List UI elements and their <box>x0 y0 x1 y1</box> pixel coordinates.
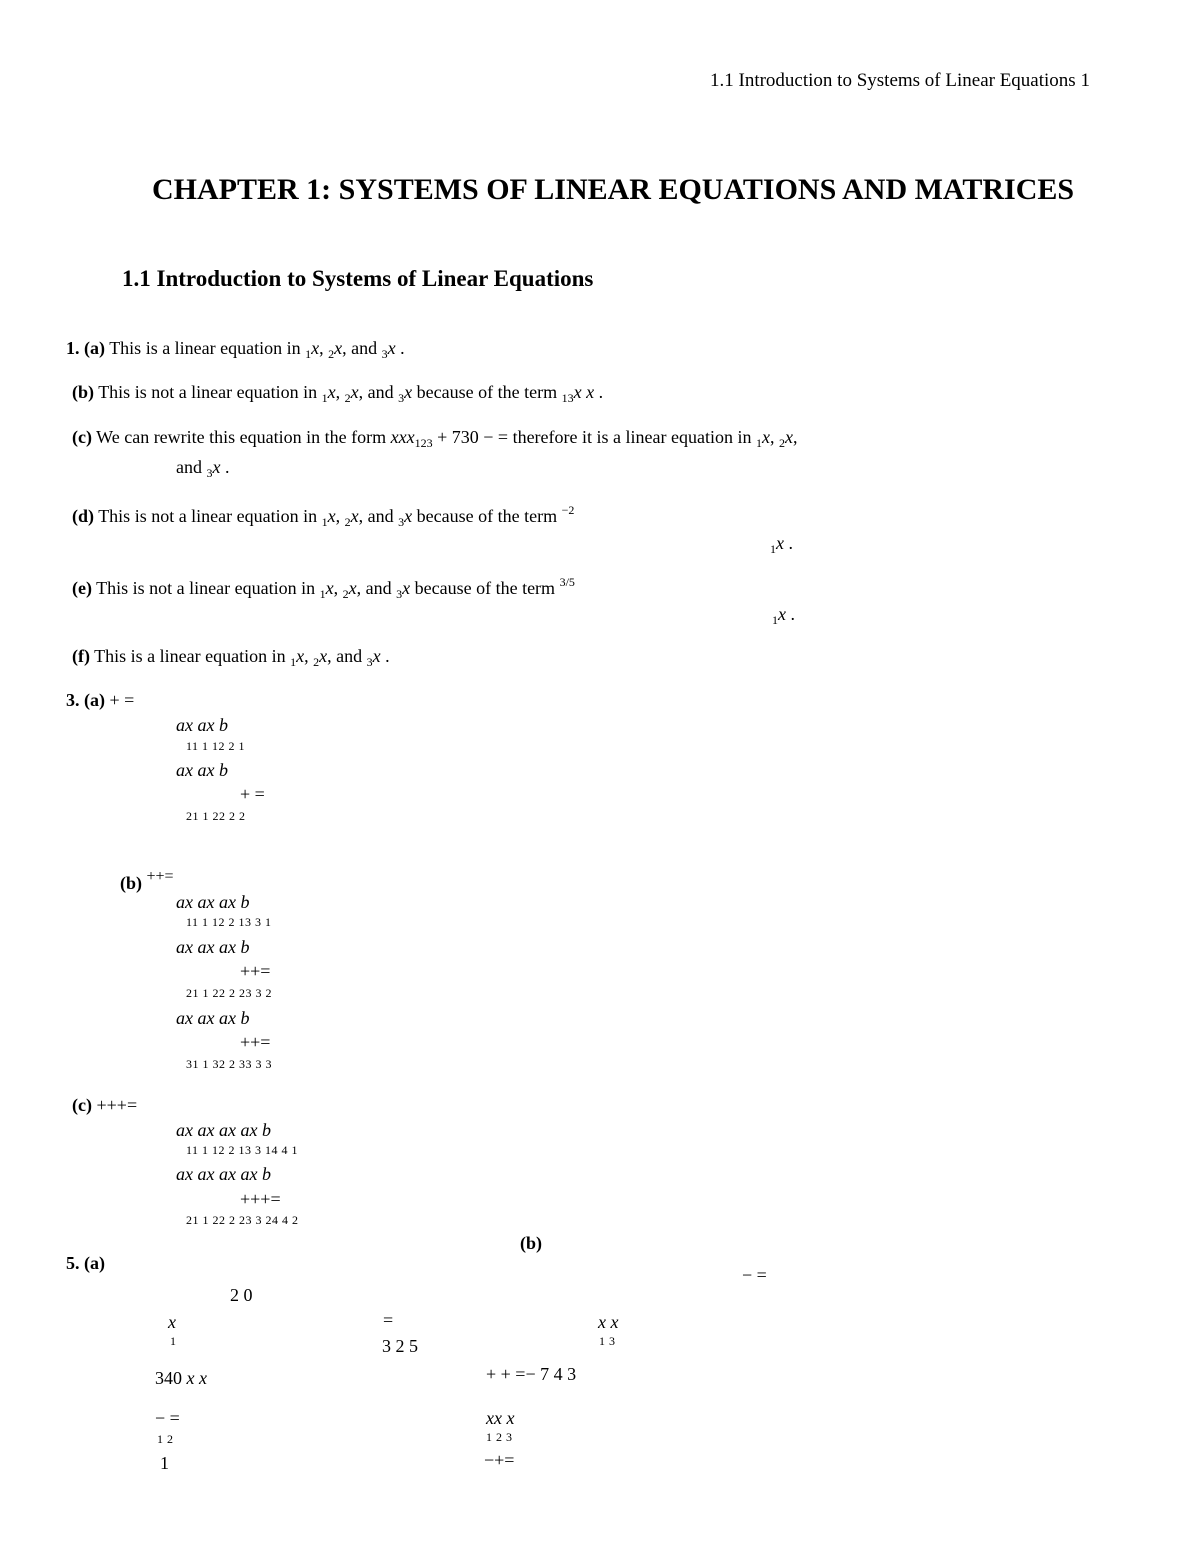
subscript: 1 <box>755 436 762 450</box>
subscript: 1 <box>772 613 778 627</box>
ex1-c-cont <box>176 457 230 481</box>
because-text: because of the term <box>414 578 556 598</box>
ex5-a-mineq: − = <box>155 1408 180 1428</box>
ex5-b-end: −+= <box>484 1450 515 1470</box>
ex3-b-ops2: ++= <box>240 961 271 981</box>
ex3-c-subs2: 21 1 22 2 23 3 24 4 2 <box>186 1213 299 1227</box>
comma: , <box>769 427 775 447</box>
subscript: 3 <box>398 391 405 405</box>
subscript: 3 <box>206 466 213 480</box>
ex3-c-subs1: 11 1 12 2 13 3 14 4 1 <box>186 1143 299 1157</box>
ex1-d-text: This is not a linear equation in <box>98 506 318 526</box>
var: x <box>761 427 770 447</box>
part-label: (a) <box>84 1253 105 1273</box>
comma: , <box>327 646 332 666</box>
ex1-d-term <box>770 533 793 557</box>
exercise-number: 5. <box>66 1253 80 1273</box>
var: x <box>325 578 334 598</box>
and-word: and <box>336 646 363 666</box>
ex3-c-ops2: +++= <box>240 1189 281 1209</box>
ex5-a-x-sub: 1 <box>170 1334 177 1348</box>
ex1-c <box>72 427 797 451</box>
period: . <box>788 533 793 553</box>
ex5-b-xx: x x <box>598 1312 619 1332</box>
part-label: (d) <box>72 506 94 526</box>
part-label: (c) <box>72 1095 92 1115</box>
subscript: 3 <box>396 587 403 601</box>
var: x <box>372 646 381 666</box>
ex3-b-ops3: ++= <box>240 1032 271 1052</box>
and-word: and <box>176 457 202 477</box>
period: . <box>790 604 795 624</box>
ex3-c-line2: ax ax ax ax b <box>176 1164 271 1184</box>
exponent: 3/5 <box>559 575 575 589</box>
ex3-a-subs1: 11 1 12 2 1 <box>186 739 246 753</box>
ex5-a-eq: = <box>383 1310 394 1330</box>
part-label: (a) <box>84 690 105 710</box>
ex1-a-text: This is a linear equation in <box>109 338 301 358</box>
vars: x x <box>186 1368 207 1388</box>
ex1-a <box>66 338 405 362</box>
period: . <box>598 382 604 402</box>
comma: , <box>304 646 309 666</box>
period: . <box>225 457 230 477</box>
ex1-c-text: We can rewrite this equation in the form <box>96 427 387 447</box>
period: . <box>400 338 405 358</box>
exponent: −2 <box>561 503 575 517</box>
var: x <box>327 382 336 402</box>
subscript: 2 <box>778 436 785 450</box>
ex5-b-ops: − = <box>742 1265 767 1285</box>
exercise-number: 1. <box>66 338 80 358</box>
ex3-c-line1: ax ax ax ax b <box>176 1120 271 1140</box>
var: x <box>776 533 784 553</box>
and-word: and <box>367 506 394 526</box>
ex3-b-subs2: 21 1 22 2 23 3 2 <box>186 986 272 1000</box>
var: x <box>387 338 396 358</box>
subscript: 2 <box>313 655 320 669</box>
part-label: (c) <box>72 427 92 447</box>
ex1-b-text: This is not a linear equation in <box>98 382 318 402</box>
operators: + = <box>109 690 135 710</box>
subscript: 1 <box>290 655 297 669</box>
ex1-e <box>72 575 575 602</box>
ex5-a-one: 1 <box>160 1453 169 1473</box>
comma: , <box>342 338 347 358</box>
ex3-b-line1: ax ax ax b <box>176 892 250 912</box>
subscript: 3 <box>366 655 373 669</box>
part-label: (b) <box>120 873 142 893</box>
ex5-b-sub123: 1 2 3 <box>486 1430 513 1444</box>
var: x <box>319 646 328 666</box>
ex3-c-head <box>72 1095 137 1116</box>
ex5-a-top: 2 0 <box>230 1285 253 1305</box>
part-label: (a) <box>84 338 105 358</box>
and-word: and <box>365 578 392 598</box>
ex5-a-325: 3 2 5 <box>382 1336 418 1356</box>
subscript: 1 <box>305 347 312 361</box>
ex3-b-subs1: 11 1 12 2 13 3 1 <box>186 915 272 929</box>
ex1-d <box>72 503 574 530</box>
period: . <box>385 646 390 666</box>
ex3-b-head <box>120 868 174 894</box>
section-title: 1.1 Introduction to Systems of Linear Equations <box>122 266 594 291</box>
subscript: 13 <box>561 391 574 405</box>
ex3-a-line1: ax ax b <box>176 715 228 735</box>
exercise-number: 3. <box>66 690 80 710</box>
var: xxx <box>390 427 415 447</box>
var: x <box>350 506 359 526</box>
operators: ++= <box>146 868 174 885</box>
var: x <box>778 604 786 624</box>
comma: , <box>335 382 341 402</box>
ex1-f-text: This is a linear equation in <box>94 646 286 666</box>
ex5-b-line: + + =− 7 4 3 <box>486 1364 577 1384</box>
ex5-b-xxx: xx x <box>486 1408 515 1428</box>
ex5-a-sub12: 1 2 <box>157 1432 174 1446</box>
subscript: 2 <box>344 515 351 529</box>
ex5-b-label: (b) <box>520 1233 542 1253</box>
ex3-a-head <box>66 690 134 711</box>
ex5-b-sub13: 1 3 <box>599 1334 616 1348</box>
ex1-f <box>72 646 390 670</box>
subscript: 3 <box>381 347 388 361</box>
comma: , <box>335 506 341 526</box>
subscript: 3 <box>398 515 405 529</box>
var: x <box>402 578 411 598</box>
therefore-text: therefore it is a linear equation in <box>512 427 752 447</box>
var: x <box>404 382 413 402</box>
ex1-e-text: This is not a linear equation in <box>96 578 316 598</box>
operators: +++= <box>96 1095 138 1115</box>
ex3-b-subs3: 31 1 32 2 33 3 3 <box>186 1057 272 1071</box>
comma: , <box>358 382 364 402</box>
ex3-b-line2: ax ax ax b <box>176 937 250 957</box>
subscript: 1 <box>319 587 326 601</box>
part-label: (e) <box>72 578 92 598</box>
ex1-e-term <box>772 604 795 628</box>
because-text: because of the term <box>416 382 558 402</box>
running-header: 1.1 Introduction to Systems of Linear Equations 1 <box>710 70 1090 91</box>
var: x <box>404 506 413 526</box>
term: x x <box>573 382 595 402</box>
ex3-a-subs2: 21 1 22 2 2 <box>186 809 246 823</box>
ex1-b <box>72 382 603 406</box>
var: x <box>311 338 320 358</box>
subscript: 1 <box>321 391 328 405</box>
var: x <box>784 427 793 447</box>
chapter-title: CHAPTER 1: SYSTEMS OF LINEAR EQUATIONS AND MATRICES <box>152 173 1075 206</box>
part-label: (b) <box>72 382 94 402</box>
subscript: 123 <box>414 436 433 450</box>
var: x <box>212 457 221 477</box>
comma: , <box>792 427 798 447</box>
var: x <box>296 646 305 666</box>
and-word: and <box>351 338 378 358</box>
subscript: 2 <box>342 587 349 601</box>
ex3-a-line2: ax ax b <box>176 760 228 780</box>
and-word: and <box>367 382 394 402</box>
ex5-a-340 <box>155 1368 207 1389</box>
ex5-a-head <box>66 1253 105 1274</box>
var: x <box>334 338 343 358</box>
var: x <box>327 506 336 526</box>
comma: , <box>356 578 362 598</box>
subscript: 1 <box>321 515 328 529</box>
subscript: 1 <box>770 542 776 556</box>
constants: 340 <box>155 1368 182 1388</box>
var: x <box>350 382 359 402</box>
comma: , <box>319 338 324 358</box>
subscript: 2 <box>344 391 351 405</box>
ex3-a-ops2: + = <box>240 784 265 804</box>
comma: , <box>333 578 339 598</box>
because-text: because of the term <box>416 506 558 526</box>
var: x <box>348 578 357 598</box>
equation-form: + 730 − = <box>437 427 509 447</box>
ex5-a-x: x <box>168 1312 176 1332</box>
part-label: (f) <box>72 646 90 666</box>
comma: , <box>358 506 364 526</box>
ex3-b-line3: ax ax ax b <box>176 1008 250 1028</box>
subscript: 2 <box>328 347 335 361</box>
